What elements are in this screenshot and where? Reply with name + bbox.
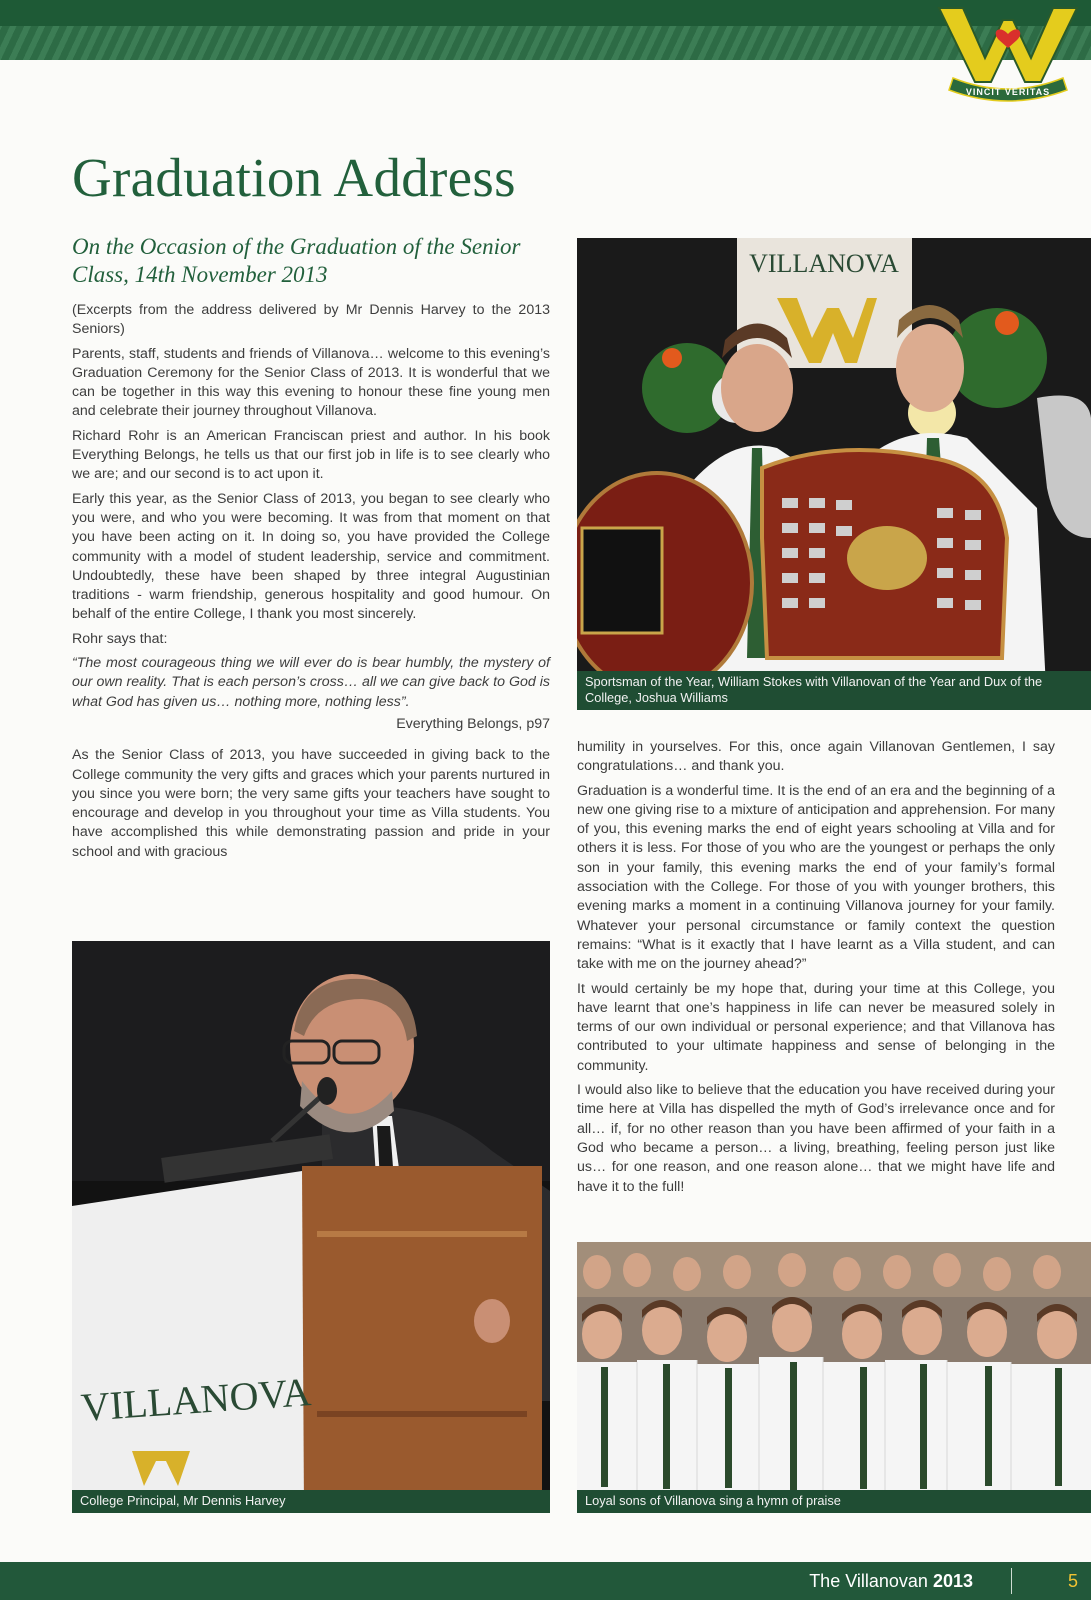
- trophy-banner-text: VILLANOVA: [749, 249, 899, 278]
- footer-publication: [809, 1571, 973, 1592]
- body-paragraph: humility in yourselves. For this, once again Villanovan Gentlemen, I say congratulations… and thank you.: [577, 739, 1055, 775]
- lectern-banner-text: VILLANOVA: [79, 1369, 313, 1430]
- right-column: [577, 738, 1055, 1202]
- publication-year: 2013: [932, 1571, 973, 1591]
- rohr-quote: “The most courageous thing we will ever do is bear humbly, the mystery of our own reality. That is each person’s cross… all we can give back to God is what God has given us… nothing more, nothing less”.: [72, 655, 550, 710]
- article-subtitle: On the Occasion of the Graduation of the Senior Class, 14th November 2013: [72, 234, 521, 287]
- body-paragraph: Rohr says that:: [72, 630, 168, 647]
- body-paragraph: I would also like to believe that the education you have received during your time here at Villa has dispelled the myth of God’s irrelevance once and for all… if, for no other reason than you have been affirmed of your faith in a God who became a person… a living, breathing, feeling person just like us… for one reason, and one reason alone… that we might have life and have it to the full!: [577, 1082, 1055, 1195]
- intro-paragraph: (Excerpts from the address delivered by Mr Dennis Harvey to the 2013 Seniors): [72, 302, 550, 338]
- page-title: Graduation Address: [72, 147, 516, 208]
- principal-photo-caption: College Principal, Mr Dennis Harvey: [72, 1490, 550, 1513]
- body-paragraph: It would certainly be my hope that, during your time at this College, you have learnt that one’s happiness in life can never be measured solely in terms of our own individual or personal experience; and that Villanova has contributed to your ultimate happiness and sense of belonging in the community.: [577, 980, 1055, 1074]
- body-paragraph: As the Senior Class of 2013, you have succeeded in giving back to the College community the very gifts and graces which your parents nurtured in you since you were born; the very same gifts your teachers have sought to encourage and develop in you throughout your time as Villa students. You have accomplished this while demonstrating passion and pride in your school and with gracious: [72, 747, 550, 860]
- quote-source: Everything Belongs, p97: [396, 715, 550, 732]
- principal-photo: [72, 941, 550, 1513]
- footer-divider: [1011, 1568, 1012, 1594]
- principal-photo-illustration: [72, 941, 550, 1513]
- villanova-crest-icon: [933, 0, 1083, 105]
- choir-photo: [577, 1242, 1091, 1513]
- body-paragraph: Parents, staff, students and friends of Villanova… welcome to this evening’s Graduation Ceremony for the Senior Class of 2013. It is wonderful that we can be together in this way this evening to honour these fine young men and celebrate their journey throughout Villanova.: [72, 345, 550, 420]
- page-number: 5: [1068, 1571, 1079, 1591]
- page-footer: [0, 1562, 1091, 1600]
- crest-motto: VINCIT VERITAS: [965, 87, 1051, 97]
- trophy-photo: [577, 238, 1091, 710]
- body-paragraph: Richard Rohr is an American Franciscan priest and author. In his book Everything Belongs, he tells us that our first job in life is to see clearly who we are; and our second is to act upon it.: [72, 427, 550, 483]
- trophy-photo-illustration: [577, 238, 1091, 710]
- body-paragraph: Graduation is a wonderful time. It is the end of an era and the beginning of a new one giving rise to a mixture of anticipation and apprehension. For many of you, this evening marks the end of eight years schooling at Villa and for others it is less. For those of you who are the youngest or perhaps the only son in your family, this evening marks the end of your family’s formal association with the College. For those of you with younger brothers, this evening marks a moment in a continuing Villanova journey for your family. Whatever your personal circumstance or family context the question remains: “What is it exactly that I have learnt as a Villa student, and can take with me on the journey ahead?”: [577, 782, 1055, 973]
- body-paragraph: Early this year, as the Senior Class of 2013, you began to see clearly who you were, and who you were becoming. It was from that moment on that you have been acting on it. In doing so, you have provided the College community with a model of student leadership, service and commitment. Undoubtedly, these have been shaped by three integral Augustinian traditions - warm friendship, generous hospitality and good humour. On behalf of the entire College, I thank you most sincerely.: [72, 490, 550, 623]
- choir-photo-illustration: [577, 1242, 1091, 1513]
- choir-photo-caption: Loyal sons of Villanova sing a hymn of praise: [577, 1490, 1091, 1513]
- header-band: [0, 0, 1091, 60]
- trophy-photo-caption: Sportsman of the Year, William Stokes with Villanovan of the Year and Dux of the College, Joshua Williams: [577, 671, 1091, 710]
- left-column: [72, 301, 550, 867]
- publication-name: The Villanovan: [809, 1571, 928, 1591]
